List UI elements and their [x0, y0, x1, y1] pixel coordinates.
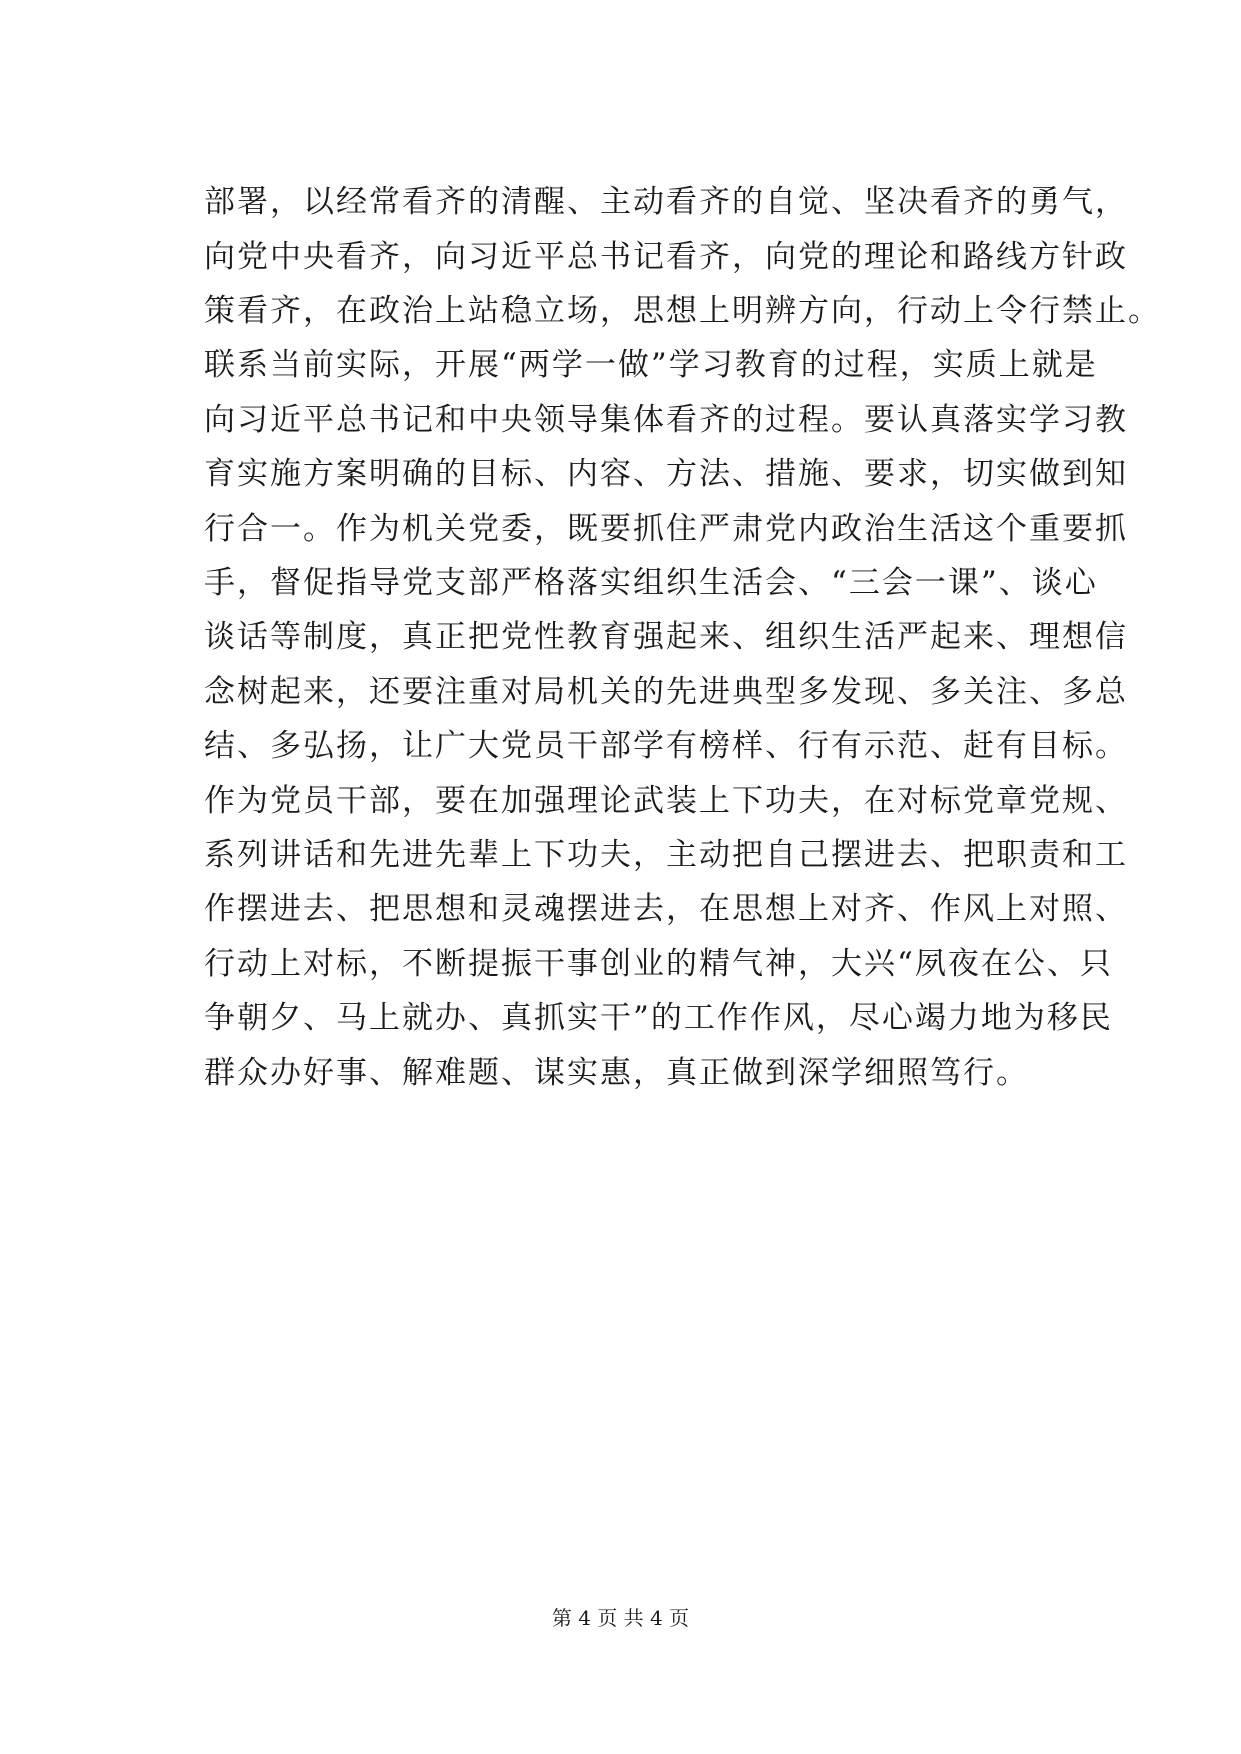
text-line-last: 群众办好事、解难题、谋实惠，真正做到深学细照笃行。 — [204, 1055, 1029, 1091]
text-line: 联系当前实际，开展“两学一做”学习教育的过程，实质上就是 — [204, 347, 1098, 383]
text-line: 部署，以经常看齐的清醒、主动看齐的自觉、坚决看齐的勇气， — [204, 184, 1128, 220]
text-line: 策看齐，在政治上站稳立场，思想上明辨方向，行动上令行禁止。 — [204, 293, 1161, 329]
text-line: 作摆进去、把思想和灵魂摆进去，在思想上对齐、作风上对照、 — [204, 891, 1128, 927]
text-line: 系列讲话和先进先辈上下功夫，主动把自己摆进去、把职责和工 — [204, 837, 1128, 873]
page-number-footer: 第 4 页 共 4 页 — [551, 1606, 690, 1630]
text-line: 谈话等制度，真正把党性教育强起来、组织生活严起来、理想信 — [204, 619, 1128, 655]
text-line: 手，督促指导党支部严格落实组织生活会、“三会一课”、谈心 — [204, 565, 1098, 601]
text-line: 向党中央看齐，向习近平总书记看齐，向党的理论和路线方针政 — [204, 239, 1128, 275]
text-line: 育实施方案明确的目标、内容、方法、措施、要求，切实做到知 — [204, 456, 1128, 492]
text-line: 念树起来，还要注重对局机关的先进典型多发现、多关注、多总 — [204, 674, 1128, 710]
text-line: 行动上对标，不断提振干事创业的精气神，大兴“夙夜在公、只 — [204, 946, 1113, 982]
text-line: 作为党员干部，要在加强理论武装上下功夫，在对标党章党规、 — [204, 783, 1128, 819]
text-line: 行合一。作为机关党委，既要抓住严肃党内政治生活这个重要抓 — [204, 511, 1128, 547]
text-line: 向习近平总书记和中央领导集体看齐的过程。要认真落实学习教 — [204, 402, 1128, 438]
text-line: 结、多弘扬，让广大党员干部学有榜样、行有示范、赶有目标。 — [204, 728, 1128, 764]
text-line: 争朝夕、马上就办、真抓实干”的工作作风，尽心竭力地为移民 — [204, 1000, 1113, 1036]
